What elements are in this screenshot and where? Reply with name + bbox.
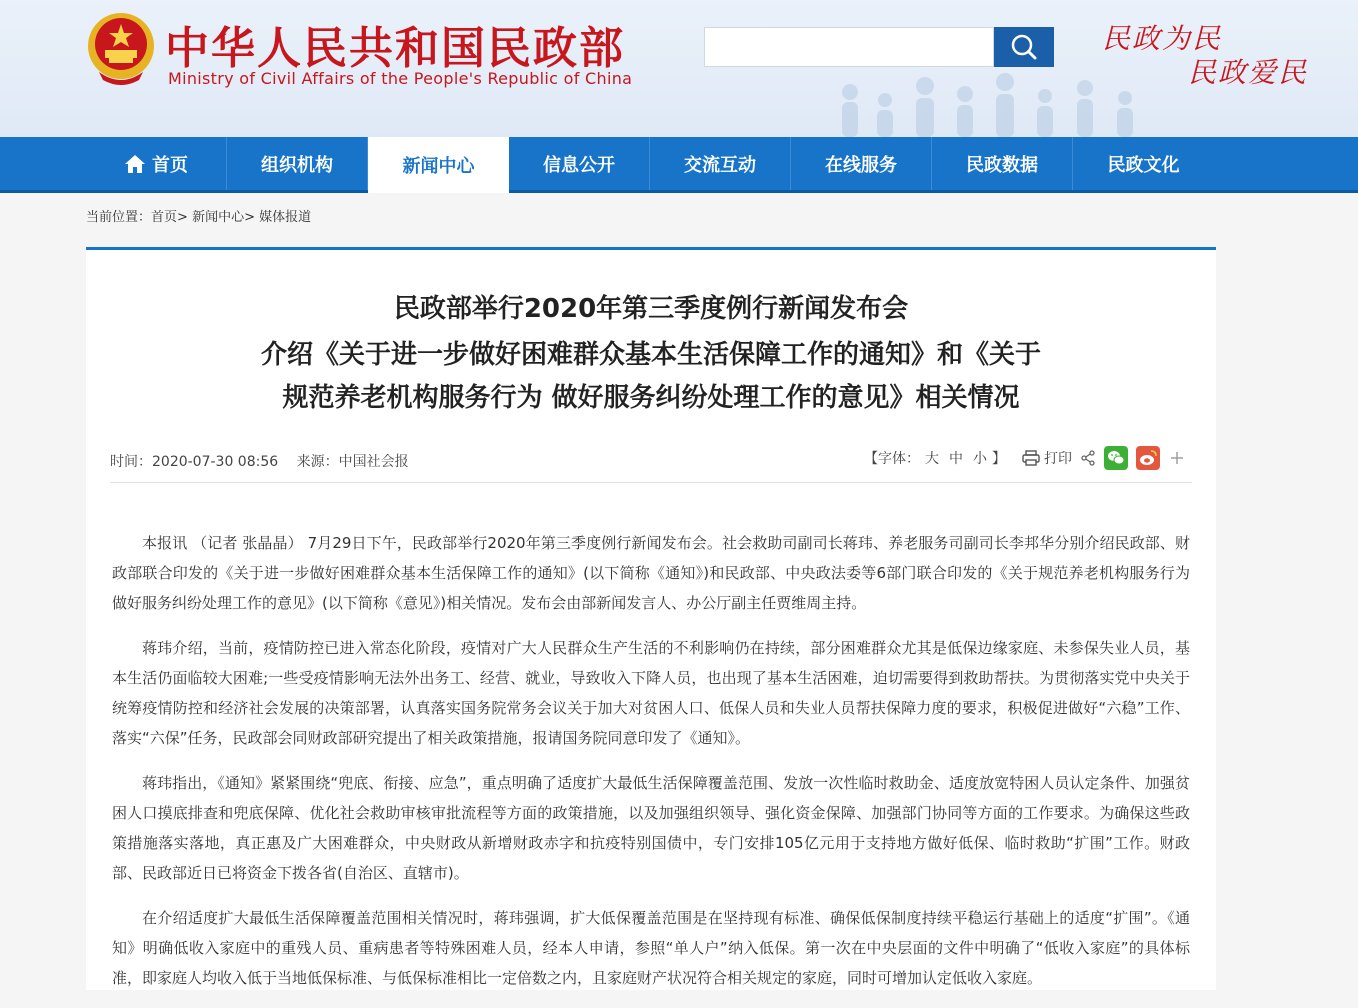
nav-item-online-service[interactable]: [791, 137, 932, 190]
breadcrumb-prefix: 当前位置：: [86, 210, 152, 225]
breadcrumb-separator: >: [177, 210, 188, 225]
nav-item-interaction[interactable]: [650, 137, 791, 190]
site-header: [0, 0, 1358, 137]
article-title-line1: 民政部举行2020年第三季度例行新闻发布会: [393, 294, 909, 324]
article-tools: [864, 446, 1186, 470]
article-paragraph: 在介绍适度扩大最低生活保障覆盖范围相关情况时，蒋玮强调，扩大低保覆盖范围是在坚持现有标准、确保低保制度持续平稳运行基础上的适度“扩围”。《通知》明确低收入家庭中的重残人员、重病患者等特殊困难人员，经本人申请，参照“单人户”纳入低保。第一次在中央层面的文件中明确了“低收入家庭”的具体标准，即家庭人均收入低于当地低保标准、与低保标准相比一定倍数之内，且家庭财产状况符合相关规定的家庭，同时可增加认定低收入家庭。: [112, 909, 1190, 987]
font-size-label: 【字体：: [864, 451, 920, 467]
people-silhouette-decoration: [830, 70, 1160, 137]
nav-item-home[interactable]: [86, 137, 227, 190]
nav-label: 组织机构: [261, 154, 333, 176]
nav-item-info-disclosure[interactable]: [509, 137, 650, 190]
article-body: [112, 528, 1190, 1008]
slogan-line2: 民政爱民: [1188, 56, 1309, 89]
more-share-button[interactable]: [1168, 449, 1186, 467]
article-paragraph: 本报讯 （记者 张晶晶） 7月29日下午，民政部举行2020年第三季度例行新闻发布会。社会救助司副司长蒋玮、养老服务司副司长李邦华分别介绍民政部、财政部联合印发的《关于进一步做好困难群众基本生活保障工作的通知》(以下简称《通知》)和民政部、中央政法委等6部门联合印发的《关于规范养老机构服务行为 做好服务纠纷处理工作的意见》(以下简称《意见》)相关情况。发布会由部新闻发言人、办公厅副主任贾维周主持。: [112, 534, 1190, 612]
article-card: [86, 247, 1216, 990]
share-button[interactable]: [1080, 450, 1096, 466]
breadcrumb: [86, 206, 311, 225]
nav-label: 首页: [152, 154, 188, 176]
article-paragraph: 蒋玮介绍，当前，疫情防控已进入常态化阶段，疫情对广大人民群众生产生活的不利影响仍在持续，部分困难群众尤其是低保边缘家庭、未参保失业人员，基本生活仍面临较大困难;一些受疫情影响无法外出务工、经营、就业，导致收入下降人员，也出现了基本生活困难，迫切需要得到救助帮扶。为贯彻落实党中央关于统筹疫情防控和经济社会发展的决策部署，认真落实国务院常务会议关于加大对贫困人口、低保人员和失业人员帮扶保障力度的要求，积极促进做好“六稳”工作、落实“六保”任务，民政部会同财政部研究提出了相关政策措施，报请国务院同意印发了《通知》。: [112, 639, 1190, 747]
font-size-medium[interactable]: 中: [949, 451, 963, 467]
article-title-line2: 介绍《关于进一步做好困难群众基本生活保障工作的通知》和《关于: [260, 340, 1041, 370]
nav-label: 民政文化: [1107, 154, 1180, 176]
article-meta: [110, 451, 409, 471]
wechat-share-button[interactable]: [1104, 446, 1128, 470]
nav-item-culture[interactable]: [1073, 137, 1214, 190]
nav-item-organization[interactable]: [227, 137, 368, 190]
search-icon: [994, 27, 1054, 67]
wechat-icon: [1104, 446, 1128, 470]
home-icon: [124, 154, 146, 174]
search-input[interactable]: [704, 27, 994, 67]
time-label: 时间：: [110, 454, 152, 470]
publish-time: 2020-07-30 08:56: [152, 454, 279, 470]
article-title-line3: 规范养老机构服务行为 做好服务纠纷处理工作的意见》相关情况: [282, 383, 1020, 413]
meta-divider: [110, 482, 1192, 483]
nav-label: 信息公开: [543, 154, 615, 176]
nav-label: 新闻中心: [402, 156, 475, 177]
font-size-close: 】: [992, 451, 1006, 467]
national-emblem-icon: [85, 10, 157, 88]
main-nav: [0, 137, 1358, 193]
slogan-line1: 民政为民: [1102, 22, 1223, 55]
print-button[interactable]: [1022, 448, 1072, 468]
site-title-english: Ministry of Civil Affairs of the People's Republic of China: [168, 69, 633, 88]
breadcrumb-media-report[interactable]: 媒体报道: [259, 210, 312, 225]
article-paragraph: 蒋玮指出，《通知》紧紧围绕“兜底、衔接、应急”，重点明确了适度扩大最低生活保障覆盖范围、发放一次性临时救助金、适度放宽特困人员认定条件、加强贫困人口摸底排查和兜底保障、优化社会救助审核审批流程等方面的政策措施，以及加强组织领导、强化资金保障、加强部门协同等方面的工作要求。为确保这些政策措施落实落地，真正惠及广大困难群众，中央财政从新增财政赤字和抗疫特别国债中，专门安排105亿元用于支持地方做好低保、临时救助“扩围”工作。财政部、民政部近日已将资金下拨各省(自治区、直辖市)。: [112, 774, 1190, 882]
font-size-small[interactable]: 小: [973, 451, 987, 467]
plus-icon: [1168, 449, 1186, 467]
share-icon: [1080, 450, 1096, 466]
breadcrumb-separator: >: [244, 210, 255, 225]
nav-label: 在线服务: [825, 154, 897, 176]
printer-icon: [1022, 450, 1040, 466]
weibo-share-button[interactable]: [1136, 446, 1160, 470]
site-title: 中华人民共和国民政部: [165, 23, 625, 74]
weibo-icon: [1136, 446, 1160, 470]
search-button[interactable]: [994, 27, 1054, 67]
font-size-large[interactable]: 大: [925, 451, 939, 467]
breadcrumb-home[interactable]: 首页: [151, 210, 178, 225]
nav-label: 交流互动: [684, 154, 756, 176]
article-source: 中国社会报: [338, 454, 409, 470]
print-label: 打印: [1044, 451, 1072, 467]
nav-item-news-center[interactable]: [368, 137, 509, 193]
nav-label: 民政数据: [966, 154, 1038, 176]
nav-item-data[interactable]: [932, 137, 1073, 190]
source-label: 来源：: [296, 454, 339, 470]
breadcrumb-news-center[interactable]: 新闻中心: [192, 210, 245, 225]
